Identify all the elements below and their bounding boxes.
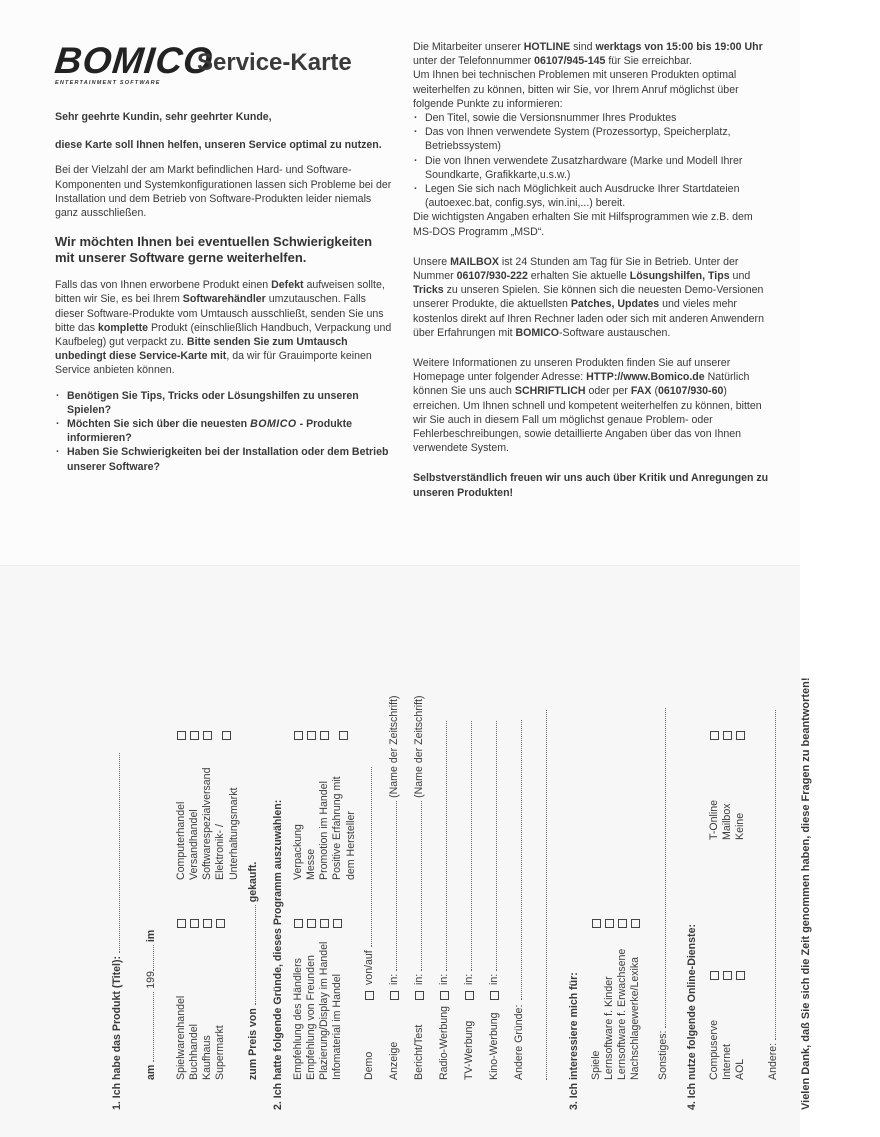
checkbox[interactable]: [318, 725, 332, 740]
msd-text: Die wichtigsten Angaben erhalten Sie mit Hilfsprogrammen wie z.B. dem MS-DOS Programm „MSD“.: [413, 211, 753, 238]
bomico-logo: [52, 40, 216, 86]
reason-option[interactable]: Promotion im Handel: [318, 781, 330, 880]
checkbox[interactable]: [201, 725, 215, 740]
shop-option[interactable]: Buchhandel: [188, 1024, 200, 1080]
checkbox[interactable]: [616, 913, 630, 928]
checkbox[interactable]: [305, 913, 319, 928]
greeting: Sehr geehrte Kundin, sehr geehrter Kunde,: [55, 111, 272, 123]
checkbox[interactable]: [629, 913, 643, 928]
info-point: · Die von Ihnen verwendete Zusatzhardware (Marke und Modell Ihrer Soundkarte, Grafikkarte,u.s.w.): [413, 154, 773, 182]
para-problems: Bei der Vielzahl der am Markt befindlichen Hard- und Software-Komponenten und Systemkonfigurationen lassen sich Probleme bei der Installation und dem Betrieb von Software-Produkten leider niemals ganz ausschließen.: [55, 164, 392, 220]
online-option[interactable]: Internet: [721, 1044, 733, 1080]
info-point: · Legen Sie sich nach Möglichkeit auch Ausdrucke Ihrer Startdateien (autoexec.bat, config.sys, win.ini,...) bereit.: [413, 182, 773, 210]
reason-row-review[interactable]: Bericht/Testin: (Name der Zeitschrift): [413, 695, 425, 1080]
checkbox[interactable]: [590, 913, 604, 928]
right-column: [413, 40, 773, 511]
reason-row-demo[interactable]: Demovon/auf: [362, 767, 377, 1080]
para-exchange: Falls das von Ihnen erworbene Produkt einen Defekt aufweisen sollte, bitten wir Sie, es bei Ihrem Softwarehändler umzutauschen. Falls dieser Software-Produkte vom Umtausch ausschließt, senden Sie uns bitte das komplette Produkt (einschließlich Handbuch, Verpackung und Kaufbeleg) gut verpackt zu. Bitte senden Sie zum Umtausch unbedingt diese Service-Karte mit, da wir für Grauimporte keinen Service anbieten können.: [55, 279, 392, 377]
closing-text: Selbstverständlich freuen wir uns auch über Kritik und Anregungen zu unseren Produkten!: [413, 472, 769, 499]
shop-option[interactable]: Computerhandel: [175, 801, 187, 880]
shop-option[interactable]: Spielwarenhandel: [175, 995, 187, 1080]
shop-option[interactable]: Supermarkt: [214, 1025, 226, 1080]
purchase-date-row[interactable]: am 199 im: [145, 929, 157, 1080]
reason-option[interactable]: Infomaterial im Handel: [331, 974, 343, 1080]
checkbox[interactable]: [708, 965, 722, 980]
reason-option[interactable]: Empfehlung von Freunden: [305, 955, 317, 1080]
reason-row-cinema[interactable]: Kino-Werbungin:: [487, 721, 502, 1080]
checkbox[interactable]: [318, 913, 332, 928]
reason-option[interactable]: Plazierung/Display im Handel: [318, 941, 330, 1080]
reason-option[interactable]: Messe: [305, 848, 317, 880]
price-row[interactable]: zum Preis von gekauft.: [247, 861, 259, 1080]
intro: diese Karte soll Ihnen helfen, unseren Service optimal zu nutzen.: [55, 139, 382, 152]
checkbox[interactable]: [188, 725, 202, 740]
reason-row-ad[interactable]: Anzeigein: (Name der Zeitschrift): [388, 695, 400, 1080]
support-heading: Wir möchten Ihnen bei eventuellen Schwierigkeiten mit unserer Software gerne weiterhelfen.: [55, 234, 373, 266]
interest-option[interactable]: Lernsoftware f. Kinder: [603, 976, 615, 1080]
section-4-title: 4. Ich nutze folgende Online-Dienste:: [686, 924, 698, 1110]
interest-option[interactable]: Nachschlagewerke/Lexika: [629, 956, 641, 1080]
online-other-row[interactable]: Andere:: [766, 710, 781, 1080]
checkbox[interactable]: [305, 725, 319, 740]
brand-inline-logo: BOMICO: [250, 418, 297, 431]
tech-intro: Um Ihnen bei technischen Problemen mit unseren Produkten optimal weiterhelfen zu können, bitten wir Sie, vor Ihrem Anruf möglichst über folgende Punkte zu informieren:: [413, 69, 739, 110]
reason-row-tv[interactable]: TV-Werbungin:: [462, 721, 477, 1080]
mailbox-text: Unsere MAILBOX ist 24 Stunden am Tag für Sie in Betrieb. Unter der Nummer 06107/930-222 erhalten Sie aktuelle Lösungshilfen, Tips und Tricks zu unseren Spielen. Sie können sich die neuesten Demo-Versionen unserer Produkte, die aktuellsten Patches, Updates und vieles mehr kostenlos direkt auf Ihren Rechner laden oder sich mit anderen Anwendern über Erfahrungen mit BOMICO-Software austauschen.: [413, 255, 764, 339]
interest-option[interactable]: Spiele: [590, 1050, 602, 1080]
shop-option[interactable]: Versandhandel: [188, 809, 200, 880]
checkbox[interactable]: [201, 913, 215, 928]
form-area: [0, 570, 812, 1136]
interest-option[interactable]: Lernsoftware f. Erwachsene: [616, 948, 628, 1080]
checkbox[interactable]: [214, 913, 228, 928]
reason-option[interactable]: Verpackung: [292, 824, 304, 880]
checkbox[interactable]: [603, 913, 617, 928]
question-item: · Benötigen Sie Tips, Tricks oder Lösungshilfen zu unseren Spielen?: [55, 389, 395, 417]
checkbox[interactable]: [734, 965, 748, 980]
left-column: [55, 110, 395, 474]
logo-text: BOMICO: [52, 40, 216, 81]
question-list: [55, 389, 395, 474]
page-title: Service-Karte: [197, 49, 352, 76]
checkbox[interactable]: [220, 725, 234, 740]
checkbox[interactable]: [188, 913, 202, 928]
interest-other-row[interactable]: Sonstiges:: [656, 708, 671, 1080]
section-1-title: 1. Ich habe das Produkt (Titel):: [110, 753, 125, 1110]
reason-option[interactable]: Empfehlung des Händlers: [292, 958, 304, 1080]
online-option[interactable]: AOL: [734, 1058, 746, 1080]
online-option[interactable]: Keine: [734, 812, 746, 840]
reason-option[interactable]: Positive Erfahrung mit dem Hersteller: [331, 776, 357, 880]
checkbox[interactable]: [175, 725, 189, 740]
info-point: · Das von Ihnen verwendete System (Prozessortyp, Speicherplatz, Betriebssystem): [413, 125, 773, 153]
online-option[interactable]: Mailbox: [721, 803, 733, 840]
shop-option[interactable]: Softwarespezialversand: [201, 767, 213, 880]
checkbox[interactable]: [721, 725, 735, 740]
checkbox[interactable]: [708, 725, 722, 740]
checkbox[interactable]: [721, 965, 735, 980]
reason-row-other-line[interactable]: [537, 710, 552, 1080]
checkbox[interactable]: [292, 913, 306, 928]
question-item: · Möchten Sie sich über die neuesten BOMICO - Produkte informieren?: [55, 417, 395, 445]
logo-subtitle: ENTERTAINMENT SOFTWARE: [55, 80, 161, 86]
question-item: · Haben Sie Schwierigkeiten bei der Installation oder dem Betrieb unserer Software?: [55, 445, 395, 473]
info-point: · Den Titel, sowie die Versionsnummer Ihres Produktes: [413, 111, 773, 125]
reason-row-other[interactable]: Andere Gründe:: [512, 720, 527, 1080]
hotline-text: Die Mitarbeiter unserer HOTLINE sind werktags von 15:00 bis 19:00 Uhr unter der Telefonnummer 06107/945-145 für Sie erreichbar.: [413, 41, 763, 68]
online-option[interactable]: Compuserve: [708, 1019, 720, 1080]
thanks-note: Vielen Dank, daß Sie sich die Zeit genommen haben, diese Fragen zu beantworten!: [800, 677, 812, 1110]
survey-form: [100, 590, 880, 1110]
reason-row-radio[interactable]: Radio-Werbungin:: [437, 721, 452, 1080]
section-2-title: 2. Ich hatte folgende Gründe, dieses Programm auszuwählen:: [272, 799, 284, 1110]
online-option[interactable]: T-Online: [708, 799, 720, 840]
checkbox[interactable]: [292, 725, 306, 740]
shop-option[interactable]: Elektronik- / Unterhaltungsmarkt: [214, 787, 240, 880]
web-text: Weitere Informationen zu unseren Produkten finden Sie auf unserer Homepage unter folgender Adresse: HTTP://www.Bomico.de Natürlich können Sie uns auch SCHRIFTLICH oder per FAX (06107/930-60) erreichen. Um Ihnen schnell und kompetent weiterhelfen zu können, bitten wir Sie auch in diesem Fall um möglichst genaue Problem- oder Fehlerbeschreibungen, sowie detaillierte Angaben über das von Ihnen verwendete System.: [413, 357, 762, 455]
section-3-title: 3. Ich interessiere mich für:: [568, 972, 580, 1110]
info-points: [413, 111, 773, 210]
shop-option[interactable]: Kaufhaus: [201, 1035, 213, 1080]
checkbox[interactable]: [734, 725, 748, 740]
checkbox[interactable]: [331, 913, 345, 928]
checkbox[interactable]: [175, 913, 189, 928]
checkbox[interactable]: [337, 725, 351, 740]
